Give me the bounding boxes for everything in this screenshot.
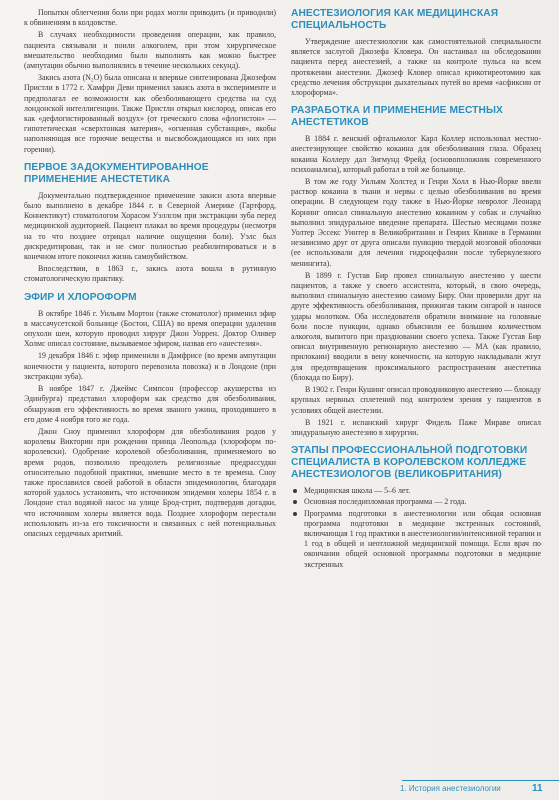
section-heading: АНЕСТЕЗИОЛОГИЯ КАК МЕДИЦИНСКАЯ СПЕЦИАЛЬНОСТЬ bbox=[291, 8, 499, 31]
right-column bbox=[291, 8, 541, 571]
paragraph: Утверждение анестезиологии как самостоятельной специальности является заслугой Джозефа Кловера. Он настаивал на обследовании пациента перед анестезией, а также на контроле пульса на всем протяжении анестезии. Джозеф Кловер описал крикотиреотомию как средство лечения обструкции дыхательных путей во время «асфиксии от хлороформа». bbox=[291, 37, 541, 98]
list-item: Программа подготовки в анестезиологии или общая основная программа подготовки в медицине экстренных состояний, включающая 1 год практики в анестезиологии/интенсивной терапии и 1 год в общей и неотложной медицинской помощи. Если врач по окончании общей основной программы подготовки в медицине экстренных bbox=[291, 509, 541, 570]
paragraph: В том же году Уильям Холстед и Генри Холл в Нью-Йорке ввели раствор кокаина в ткани и нервы с целью обезболивания во время операции. В следующем году также в Нью-Йорке невролог Леонард Корнинг описал спинальную анестезию кокаином у собак и случайно выполнил эпидуральное введение препарата. Шестью месяцами позже Уолтер Эссекс Уинтер в Великобритании и Генрих Квинке в Германии независимо друг от друга описали пункцию твердой мозговой оболочки (ее использовали для лечения гидроцефалии после туберкулезного менингита). bbox=[291, 177, 541, 268]
section-heading: РАЗРАБОТКА И ПРИМЕНЕНИЕ МЕСТНЫХ АНЕСТЕТИКОВ bbox=[291, 105, 503, 129]
paragraph: В 1902 г. Генри Кушинг описал проводниковую анестезию — блокаду крупных нервных сплетений под контролем зрения у пациентов в условиях общей анестезии. bbox=[291, 385, 541, 415]
paragraph: 19 декабря 1846 г. эфир применили в Дамфрисе (во время ампутации конечности у пациента, которого перевозила повозка) и в Лондоне (при экстракции зуба). bbox=[24, 351, 276, 381]
list-item: Основная последипломная программа — 2 года. bbox=[291, 497, 541, 507]
training-stages-list bbox=[291, 486, 541, 570]
section-heading: ПЕРВОЕ ЗАДОКУМЕНТИРОВАННОЕ ПРИМЕНЕНИЕ АНЕСТЕТИКА bbox=[24, 161, 209, 185]
paragraph: В 1899 г. Густав Бир провел спинальную анестезию у шести пациентов, а также у своего ассистента, который, в свою очередь, выполнил спинальную анестезию самому Биру. Они проверили друг на друге эффективность обезболивания, прижигая таким сигарой и нанося удары молотком. Оба исследователя обратили внимание на головные боли после пункции, однако объяснили ее большим количеством алкоголя, выпитого при праздновании своего успеха. Также Густав Бир описал внутривенную регионарную анестезию — МА (как правило, прилокаин) вводили в вену конечности, на которую накладывали жгут для предотвращения проксимального распространения анестетика (блокада по Биру). bbox=[291, 270, 541, 382]
paragraph: Попытки облегчения боли при родах могли приводить (и приводили) к обвинениям в колдовстве. bbox=[24, 8, 276, 28]
list-item: Медицинская школа — 5–6 лет. bbox=[291, 486, 541, 496]
page-number: 11 bbox=[532, 783, 543, 794]
running-chapter-title: 1. История анестезиологии bbox=[400, 784, 501, 793]
paragraph: Документально подтвержденное применение закиси азота впервые было выполнено в декабре 1844 г. в Северной Америке (Гартфорд, Коннектикут) стоматологом Хорасом Уэллсом при экстракции зуба перед медицинской аудиторией. Пациент плакал во время процедуры (несмотря на то что позднее отрицал наличие ощущения боли). Уэлс был дискредитирован, так и не смог полностью реабилитироваться и в конечном итоге покончил жизнь самоубийством. bbox=[24, 190, 276, 262]
paragraph: В 1921 г. испанский хирург Фидель Паже Мираве описал эпидуральную анестезию в хирургии. bbox=[291, 417, 541, 437]
paragraph: Впоследствии, в 1863 г., закись азота вошла в рутинную стоматологическую практику. bbox=[24, 264, 276, 284]
paragraph: В 1884 г. венский офтальмолог Карл Коллер использовал местно-анестезирующее свойство кокаина для обезболивания глаза. Образец кокаина Коллеру дал Зигмунд Фрейд (основоположник современного психоанализа), который работал в той же больнице. bbox=[291, 134, 541, 174]
footer-rule bbox=[402, 780, 559, 781]
paragraph: В ноябре 1847 г. Джеймс Симпсон (профессор акушерства из Эдинбурга) представил хлороформ как средство для обезболивания, обнаружив его эффективность во время званого ужина, проходившего в его доме 4 ноября того же года. bbox=[24, 384, 276, 424]
section-heading: ЭТАПЫ ПРОФЕССИОНАЛЬНОЙ ПОДГОТОВКИ СПЕЦИАЛИСТА В КОРОЛЕВСКОМ КОЛЛЕДЖЕ АНЕСТЕЗИОЛОГОВ (ВЕЛИКОБРИТАНИЯ) bbox=[291, 445, 528, 481]
paragraph: В случаях необходимости проведения операции, как правило, пациента связывали и поили алкоголем, при этом хирургическое вмешательство необходимо было выполнять как можно быстрее (ампутации обычно выполнялись в течение нескольких секунд). bbox=[24, 30, 276, 71]
paragraph: В октябре 1846 г. Уильям Мортон (также стоматолог) применил эфир в массачусетской больнице (Бостон, США) во время операции удаления опухоли шеи, которую проводил хирург Джон Уоррен. Доктор Оливер Холмс описал состояние, вызываемое эфиром, назвав его «анестезия». bbox=[24, 308, 276, 349]
paragraph: Закись азота (N₂O) была описана и впервые синтезирована Джозефом Пристли в 1772 г. Хамфри Деви применил закись азота в эксперименте и предполагал ее возможности как обезболивающего средства на суд лондонской интеллигенции. Также Пристли открыл кислород, описав его как «дефлогистированный воздух» (от греческого слова «флогистон» — гипотетическая «сверхтонкая материя», «огненная субстанция», якобы наполняющая все горючие вещества и высвобождающаяся из них при горении). bbox=[24, 73, 276, 154]
paragraph: Джон Сноу применил хлороформ для обезболивания родов у королевы Виктории при рождении принца Леопольда (хлороформ по-королевски). Одобрение королевой обезболивания, применяемого во время родов, позволило преодолеть религиозные предрассудки относительно подобной практики, имевшие место в те времена. Сноу также прославился своей работой в области эпидемиологии, благодаря которой удалось установить, что источником эпидемии холеры 1854 г. в Лондоне стал водяной насос на улице Брод-стрит, подтвердив догадки, что источником холеры является вода. Позднее хлороформ перестали использовать из-за его токсичности и связанных с ней потенциальных опасных сердечных аритмий. bbox=[24, 426, 276, 538]
left-column bbox=[24, 8, 276, 541]
page-footer bbox=[0, 774, 559, 800]
section-heading: ЭФИР И ХЛОРОФОРМ bbox=[24, 291, 137, 303]
